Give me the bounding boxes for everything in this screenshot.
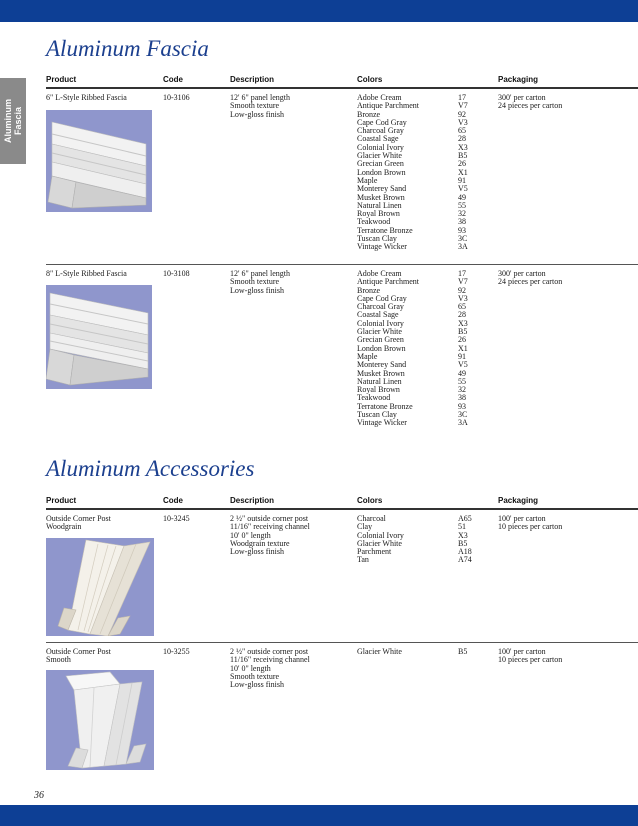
color-code: B5 [458, 327, 468, 337]
color-code: 65 [458, 302, 466, 312]
color-name: Bronze [357, 285, 381, 295]
color-code: 3A [458, 418, 468, 428]
fascia-row2-description: 12' 6" panel length Smooth texture Low-gloss finish [230, 269, 291, 295]
accessories-row2-color-codes [458, 648, 467, 656]
color-name: Charcoal [357, 514, 386, 523]
color-code: 55 [458, 200, 466, 210]
color-name: Teakwood [357, 393, 391, 403]
fascia-header-code: Code [163, 75, 183, 84]
color-name: Antique Parchment [357, 101, 419, 111]
color-code: 49 [458, 368, 466, 378]
color-code: 26 [458, 335, 466, 345]
color-code: 55 [458, 376, 466, 386]
accessories-row2-color-list [357, 648, 402, 656]
color-code: 91 [458, 351, 466, 361]
color-name: Maple [357, 175, 378, 185]
fascia-row-divider [46, 264, 638, 265]
fascia-row1-color-list [357, 94, 419, 252]
side-tab-line1: Aluminum [3, 99, 13, 143]
color-code: 65 [458, 126, 466, 136]
bottom-color-bar [0, 805, 638, 826]
color-name: Tuscan Clay [357, 234, 397, 244]
color-name: Parchment [357, 547, 392, 557]
color-code: V5 [458, 184, 468, 194]
color-code: 38 [458, 217, 466, 227]
color-code: V7 [458, 101, 468, 111]
color-code: V3 [458, 293, 468, 303]
color-code: 51 [458, 522, 466, 532]
color-code: B5 [458, 538, 468, 548]
fascia-section-title: Aluminum Fascia [46, 36, 209, 61]
color-name: Teakwood [357, 217, 391, 227]
color-code: B5 [458, 647, 468, 656]
color-code: A74 [458, 555, 472, 565]
color-code: X3 [458, 318, 468, 328]
color-name: Cape Cod Gray [357, 117, 407, 127]
fascia-row2-code: 10-3108 [163, 269, 190, 278]
accessories-row1-code: 10-3245 [163, 514, 190, 523]
accessories-header-rule [46, 508, 638, 510]
corner-post-smooth-image [46, 670, 154, 770]
fascia-header-product: Product [46, 75, 77, 84]
accessories-header-packaging: Packaging [498, 496, 539, 505]
color-name: Glacier White [357, 327, 402, 337]
color-code: A65 [458, 514, 472, 523]
color-name: Vintage Wicker [357, 242, 407, 252]
accessories-row1-color-list [357, 515, 404, 565]
color-code: 91 [458, 175, 466, 185]
section-side-tab [0, 78, 26, 164]
color-name: Bronze [357, 109, 381, 119]
color-code: 28 [458, 310, 466, 320]
color-code: 93 [458, 225, 466, 235]
color-name: Grecian Green [357, 159, 404, 169]
fascia-row1-color-codes [458, 94, 468, 252]
page-number: 36 [34, 790, 44, 801]
fascia-row2-product: 8" L-Style Ribbed Fascia [46, 269, 127, 278]
fascia-row2-color-list [357, 270, 419, 428]
accessories-row1-color-codes [458, 515, 472, 565]
color-code: 17 [458, 269, 466, 278]
color-code: B5 [458, 151, 468, 161]
color-code: X3 [458, 530, 468, 540]
color-name: Terratone Bronze [357, 401, 413, 411]
color-code: 92 [458, 109, 466, 119]
accessories-row2-packaging: 100' per carton 10 pieces per carton [498, 647, 563, 665]
color-code: 49 [458, 192, 466, 202]
fascia-header-rule [46, 87, 638, 89]
color-code: 32 [458, 385, 466, 395]
color-code: X1 [458, 343, 468, 353]
color-name: Royal Brown [357, 209, 400, 219]
accessories-row1-product: Outside Corner Post Woodgrain [46, 514, 111, 532]
accessories-row2-product: Outside Corner Post Smooth [46, 647, 111, 665]
color-code: X3 [458, 142, 468, 152]
color-code: V5 [458, 360, 468, 370]
color-name: Glacier White [357, 151, 402, 161]
color-name: Natural Linen [357, 200, 402, 210]
fascia-header-packaging: Packaging [498, 75, 539, 84]
color-name: Colonial Ivory [357, 530, 404, 540]
color-code: 3A [458, 242, 468, 252]
color-name: Cape Cod Gray [357, 293, 407, 303]
color-code: 92 [458, 285, 466, 295]
color-name: Terratone Bronze [357, 225, 413, 235]
color-name: Colonial Ivory [357, 318, 404, 328]
color-name: Monterey Sand [357, 360, 407, 370]
color-name: Royal Brown [357, 385, 400, 395]
color-name: Monterey Sand [357, 184, 407, 194]
color-code: V7 [458, 277, 468, 287]
fascia-6in-product-image [46, 110, 152, 212]
color-name: Natural Linen [357, 376, 402, 386]
fascia-row1-code: 10-3106 [163, 93, 190, 102]
color-name: Antique Parchment [357, 277, 419, 287]
color-code: V3 [458, 117, 468, 127]
color-code: 17 [458, 93, 466, 102]
top-color-bar [0, 0, 638, 22]
color-name: Charcoal Gray [357, 126, 404, 136]
accessories-row1-description: 2 ½" outside corner post 11/16" receiving channel 10' 0" length Woodgrain texture Low-gloss finish [230, 514, 310, 557]
color-code: 3C [458, 410, 468, 420]
color-name: Charcoal Gray [357, 302, 404, 312]
fascia-header-description: Description [230, 75, 275, 84]
color-name: Adobe Cream [357, 269, 402, 278]
fascia-row1-product: 6" L-Style Ribbed Fascia [46, 93, 127, 102]
color-name: Musket Brown [357, 368, 405, 378]
color-name: Coastal Sage [357, 134, 399, 144]
corner-post-woodgrain-image [46, 538, 154, 636]
color-name: Vintage Wicker [357, 418, 407, 428]
accessories-row1-packaging: 100' per carton 10 pieces per carton [498, 514, 563, 532]
color-code: 32 [458, 209, 466, 219]
fascia-row2-color-codes [458, 270, 468, 428]
accessories-section-title: Aluminum Accessories [46, 456, 255, 481]
color-name: Glacier White [357, 647, 402, 656]
color-name: Adobe Cream [357, 93, 402, 102]
accessories-header-colors: Colors [357, 496, 383, 505]
color-name: Colonial Ivory [357, 142, 404, 152]
accessories-header-product: Product [46, 496, 77, 505]
color-name: London Brown [357, 167, 406, 177]
color-code: 26 [458, 159, 466, 169]
color-code: 28 [458, 134, 466, 144]
fascia-8in-product-image [46, 285, 152, 389]
color-name: Grecian Green [357, 335, 404, 345]
fascia-row1-description: 12' 6" panel length Smooth texture Low-gloss finish [230, 93, 291, 119]
color-name: Tan [357, 555, 369, 565]
fascia-row2-packaging: 300' per carton 24 pieces per carton [498, 269, 563, 287]
color-code: 93 [458, 401, 466, 411]
accessories-header-code: Code [163, 496, 183, 505]
accessories-header-description: Description [230, 496, 275, 505]
color-code: 3C [458, 234, 468, 244]
fascia-header-colors: Colors [357, 75, 383, 84]
color-code: A18 [458, 547, 472, 557]
color-name: Glacier White [357, 538, 402, 548]
fascia-row1-packaging: 300' per carton 24 pieces per carton [498, 93, 563, 111]
color-name: Musket Brown [357, 192, 405, 202]
color-code: X1 [458, 167, 468, 177]
color-name: Clay [357, 522, 373, 532]
accessories-row-divider [46, 642, 638, 643]
color-name: Maple [357, 351, 378, 361]
color-name: Tuscan Clay [357, 410, 397, 420]
color-name: Coastal Sage [357, 310, 399, 320]
accessories-row2-code: 10-3255 [163, 647, 190, 656]
color-name: London Brown [357, 343, 406, 353]
accessories-row2-description: 2 ½" outside corner post 11/16" receiving channel 10' 0" length Smooth texture Low-gloss finish [230, 647, 310, 690]
color-code: 38 [458, 393, 466, 403]
side-tab-line2: Fascia [13, 106, 23, 136]
